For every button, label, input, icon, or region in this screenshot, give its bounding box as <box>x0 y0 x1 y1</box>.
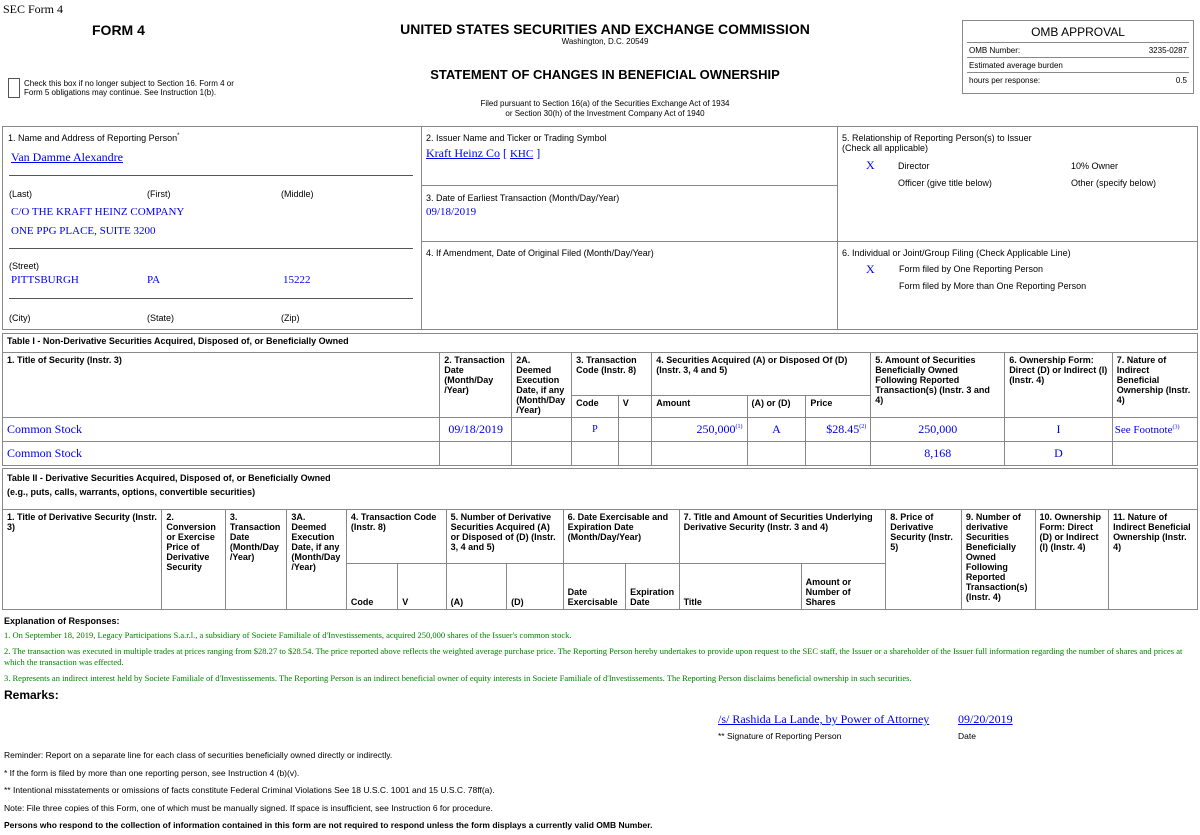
section16-checkbox[interactable] <box>8 78 20 98</box>
address-line2: ONE PPG PLACE, SUITE 3200 <box>11 225 156 237</box>
middle-label: (Middle) <box>281 189 314 199</box>
table2-sub-d: (D) <box>507 564 563 610</box>
relationship-label: 5. Relationship of Reporting Person(s) to Issuer <box>842 133 1032 143</box>
table2-title: Table II - Derivative Securities Acquired, Disposed of, or Beneficially Owned <box>7 473 331 483</box>
table-row <box>3 442 1198 466</box>
filed-pursuant-line2: or Section 30(h) of the Investment Company Act of 1940 <box>505 109 705 118</box>
table1-sub-price: Price <box>806 395 871 417</box>
footer-note-copies: Note: File three copies of this Form, one of which must be manually signed. If space is insufficient, see Instruction 6 for procedure. <box>4 802 493 813</box>
filing-more-label: Form filed by More than One Reporting Person <box>899 281 1087 291</box>
table2-subtitle: (e.g., puts, calls, warrants, options, convertible securities) <box>7 487 256 497</box>
table1-non-derivative <box>2 333 1198 466</box>
omb-hours: 0.5 <box>1175 76 1187 85</box>
footer-note-violations: ** Intentional misstatements or omissions of facts constitute Federal Criminal Violations See 18 U.S.C. 1001 and 15 U.S.C. 78ff(a). <box>4 785 495 795</box>
table1-h4: 4. Securities Acquired (A) or Disposed Of (D) (Instr. 3, 4 and 5) <box>652 353 871 396</box>
filed-pursuant-line1: Filed pursuant to Section 16(a) of the Securities Exchange Act of 1934 <box>480 99 730 108</box>
row1-owned: 250,000 <box>871 418 1005 442</box>
reporting-person-box <box>2 126 422 330</box>
row1-price: $28.45 <box>826 422 860 436</box>
row1-date: 09/18/2019 <box>440 418 512 442</box>
table2-h8: 8. Price of Derivative Security (Instr. 5) <box>886 510 962 610</box>
table1-h2: 2. Transaction Date (Month/Day /Year) <box>440 353 512 418</box>
row1-price-footnote: (2) <box>859 424 867 430</box>
table1-sub-amount: Amount <box>652 395 747 417</box>
row2-aord <box>747 442 806 466</box>
table1-h1: 1. Title of Security (Instr. 3) <box>3 353 440 418</box>
ticker-link[interactable]: KHC <box>509 148 534 160</box>
statement-title: STATEMENT OF CHANGES IN BENEFICIAL OWNERSHIP <box>430 67 780 82</box>
amendment-label: 4. If Amendment, Date of Original Filed (Month/Day/Year) <box>426 248 654 258</box>
director-check: X <box>866 158 875 172</box>
reporting-person-label: 1. Name and Address of Reporting Person <box>8 133 178 143</box>
earliest-date-label: 3. Date of Earliest Transaction (Month/Day/Year) <box>426 193 620 203</box>
footer-omb-notice: Persons who respond to the collection of information contained in this form are not required to respond unless the form displays a currently valid OMB Number. <box>4 820 653 830</box>
first-label: (First) <box>147 189 171 199</box>
ten-percent-owner-label: 10% Owner <box>1071 161 1119 171</box>
table2-h7: 7. Title and Amount of Securities Underlying Derivative Security (Instr. 3 and 4) <box>679 510 886 564</box>
table2-sub-exercisable: Date Exercisable <box>563 564 626 610</box>
table1-h5: 5. Amount of Securities Beneficially Owned Following Reported Transaction(s) (Instr. 3 and 4) <box>871 353 1005 418</box>
omb-burden-label: Estimated average burden <box>969 61 1063 70</box>
footnote-3: 3. Represents an indirect interest held by Societe Familiale of d'Investissements. The Reporting Person is an indirect beneficial owner of equity interests in Societe Familiale of d'Investissements. The Reporting Person disclaims beneficial ownership in such securities. <box>4 673 912 683</box>
table1-h7: 7. Nature of Indirect Beneficial Ownership (Instr. 4) <box>1112 353 1197 418</box>
filing-one-label: Form filed by One Reporting Person <box>899 264 1044 274</box>
reporting-person-name-link[interactable]: Van Damme Alexandre <box>11 150 123 164</box>
row1-title: Common Stock <box>3 418 440 442</box>
table1-title: Table I - Non-Derivative Securities Acquired, Disposed of, or Beneficially Owned <box>3 334 1198 353</box>
omb-number-label: OMB Number: <box>969 46 1021 55</box>
section16-checkbox-label: Check this box if no longer subject to Section 16. Form 4 or Form 5 obligations may continue. See Instruction 1(b). <box>24 79 234 97</box>
row2-date <box>440 442 512 466</box>
row1-v <box>618 418 651 442</box>
omb-hours-label: hours per response: <box>969 76 1041 85</box>
zip-label: (Zip) <box>281 313 300 323</box>
omb-approval-box <box>962 20 1194 94</box>
agency-city: Washington, D.C. 20549 <box>561 37 649 46</box>
form-top-label: SEC Form 4 <box>3 2 64 16</box>
footer-note-multiple: * If the form is filed by more than one reporting person, see Instruction 4 (b)(v). <box>4 767 300 778</box>
officer-label: Officer (give title below) <box>898 178 992 188</box>
table1-h2a: 2A. Deemed Execution Date, if any (Month/Day /Year) <box>512 353 572 418</box>
other-label: Other (specify below) <box>1071 178 1157 188</box>
table2-sub-v: V <box>398 564 446 610</box>
table2-h3: 3. Transaction Date (Month/Day /Year) <box>225 510 287 610</box>
row1-nature-footnote: (3) <box>1172 423 1180 430</box>
filing-label: 6. Individual or Joint/Group Filing (Check Applicable Line) <box>842 248 1071 258</box>
table2-h4: 4. Transaction Code (Instr. 8) <box>346 510 446 564</box>
table2-h6: 6. Date Exercisable and Expiration Date (Month/Day/Year) <box>563 510 679 564</box>
row1-nature: See Footnote <box>1114 423 1173 436</box>
table2-h2: 2. Conversion or Exercise Price of Derivative Security <box>162 510 226 610</box>
table1-h6: 6. Ownership Form: Direct (D) or Indirect (I) (Instr. 4) <box>1005 353 1113 418</box>
row1-deemed <box>512 418 572 442</box>
table2-h11: 11. Nature of Indirect Beneficial Ownership (Instr. 4) <box>1109 510 1198 610</box>
footnote-2: 2. The transaction was executed in multiple trades at prices ranging from $28.27 to $28.54. The price reported above reflects the weighted average purchase price. The Reporting Person hereby undertakes to provide upon request to the SEC staff, the Issuer or a shareholder of the Issuer full information regarding the number of shares and prices at which the transaction was effected. <box>4 646 1183 667</box>
agency-title: UNITED STATES SECURITIES AND EXCHANGE COMMISSION <box>400 21 810 37</box>
signature-label: ** Signature of Reporting Person <box>718 731 842 741</box>
table2-sub-title: Title <box>679 564 801 610</box>
table-row <box>3 418 1198 442</box>
earliest-date-value: 09/18/2019 <box>426 206 477 218</box>
table1-sub-v: V <box>618 395 651 417</box>
state-label: (State) <box>147 313 175 323</box>
table2-sub-expiration: Expiration Date <box>626 564 679 610</box>
row1-code: P <box>572 418 619 442</box>
table2-h1: 1. Title of Derivative Security (Instr. 3) <box>3 510 162 610</box>
row1-aord: A <box>747 418 806 442</box>
issuer-label: 2. Issuer Name and Ticker or Trading Symbol <box>426 133 607 143</box>
row2-deemed <box>512 442 572 466</box>
amendment-box <box>421 241 838 330</box>
signature-date-label: Date <box>958 731 976 741</box>
filing-one-check: X <box>866 262 875 276</box>
row2-title: Common Stock <box>3 442 440 466</box>
relationship-box <box>837 126 1198 242</box>
form-label: FORM 4 <box>92 22 145 38</box>
row1-amount-footnote: (1) <box>735 424 743 430</box>
city-value: PITTSBURGH <box>11 274 79 286</box>
street-label: (Street) <box>9 261 40 271</box>
table1-sub-code: Code <box>572 395 619 417</box>
table2-sub-amount: Amount or Number of Shares <box>801 564 886 610</box>
footnote-1: 1. On September 18, 2019, Legacy Participations S.a.r.l., a subsidiary of Societe Familiale of d'Investissements, acquired 250,000 shares of the Issuer's common stock. <box>4 630 572 640</box>
row1-form: I <box>1005 418 1113 442</box>
row2-owned: 8,168 <box>871 442 1005 466</box>
signature-name: /s/ Rashida La Lande, by Power of Attorney <box>718 712 930 726</box>
filing-box <box>837 241 1198 330</box>
row2-amount <box>652 442 747 466</box>
table1-h3: 3. Transaction Code (Instr. 8) <box>572 353 652 396</box>
issuer-name-link[interactable]: Kraft Heinz Co <box>426 146 500 160</box>
omb-title: OMB APPROVAL <box>967 21 1189 43</box>
row2-price <box>806 442 871 466</box>
omb-number: 3235-0287 <box>1148 46 1187 55</box>
table2-h9: 9. Number of derivative Securities Beneficially Owned Following Reported Transaction(s) (Instr. 4) <box>961 510 1035 610</box>
issuer-box <box>421 126 838 186</box>
reporting-person-label-mark: * <box>177 133 180 139</box>
remarks-label: Remarks: <box>4 688 59 702</box>
signature-date: 09/20/2019 <box>958 712 1013 726</box>
ticker-close-bracket: ] <box>536 146 541 160</box>
city-label: (City) <box>9 313 31 323</box>
row2-nature <box>1112 442 1197 466</box>
row2-code <box>572 442 619 466</box>
row2-v <box>618 442 651 466</box>
director-label: Director <box>898 161 930 171</box>
earliest-transaction-box <box>421 185 838 242</box>
last-label: (Last) <box>9 189 33 199</box>
table2-h10: 10. Ownership Form: Direct (D) or Indirect (I) (Instr. 4) <box>1035 510 1109 610</box>
relationship-sub: (Check all applicable) <box>842 143 929 153</box>
table2-h3a: 3A. Deemed Execution Date, if any (Month/Day /Year) <box>287 510 346 610</box>
table2-sub-code: Code <box>346 564 397 610</box>
explanation-label: Explanation of Responses: <box>4 616 120 626</box>
ticker-open-bracket: [ <box>502 146 507 160</box>
row2-form: D <box>1005 442 1113 466</box>
state-value: PA <box>147 274 161 286</box>
footer-reminder: Reminder: Report on a separate line for each class of securities beneficially owned directly or indirectly. <box>4 750 393 760</box>
address-line1: C/O THE KRAFT HEINZ COMPANY <box>11 206 185 218</box>
row1-amount: 250,000 <box>696 422 736 436</box>
table2-h5: 5. Number of Derivative Securities Acquired (A) or Disposed of (D) (Instr. 3, 4 and 5) <box>446 510 563 564</box>
zip-value: 15222 <box>283 274 311 286</box>
table2-sub-a: (A) <box>446 564 507 610</box>
table1-sub-aord: (A) or (D) <box>747 395 806 417</box>
table2-derivative <box>2 468 1198 610</box>
